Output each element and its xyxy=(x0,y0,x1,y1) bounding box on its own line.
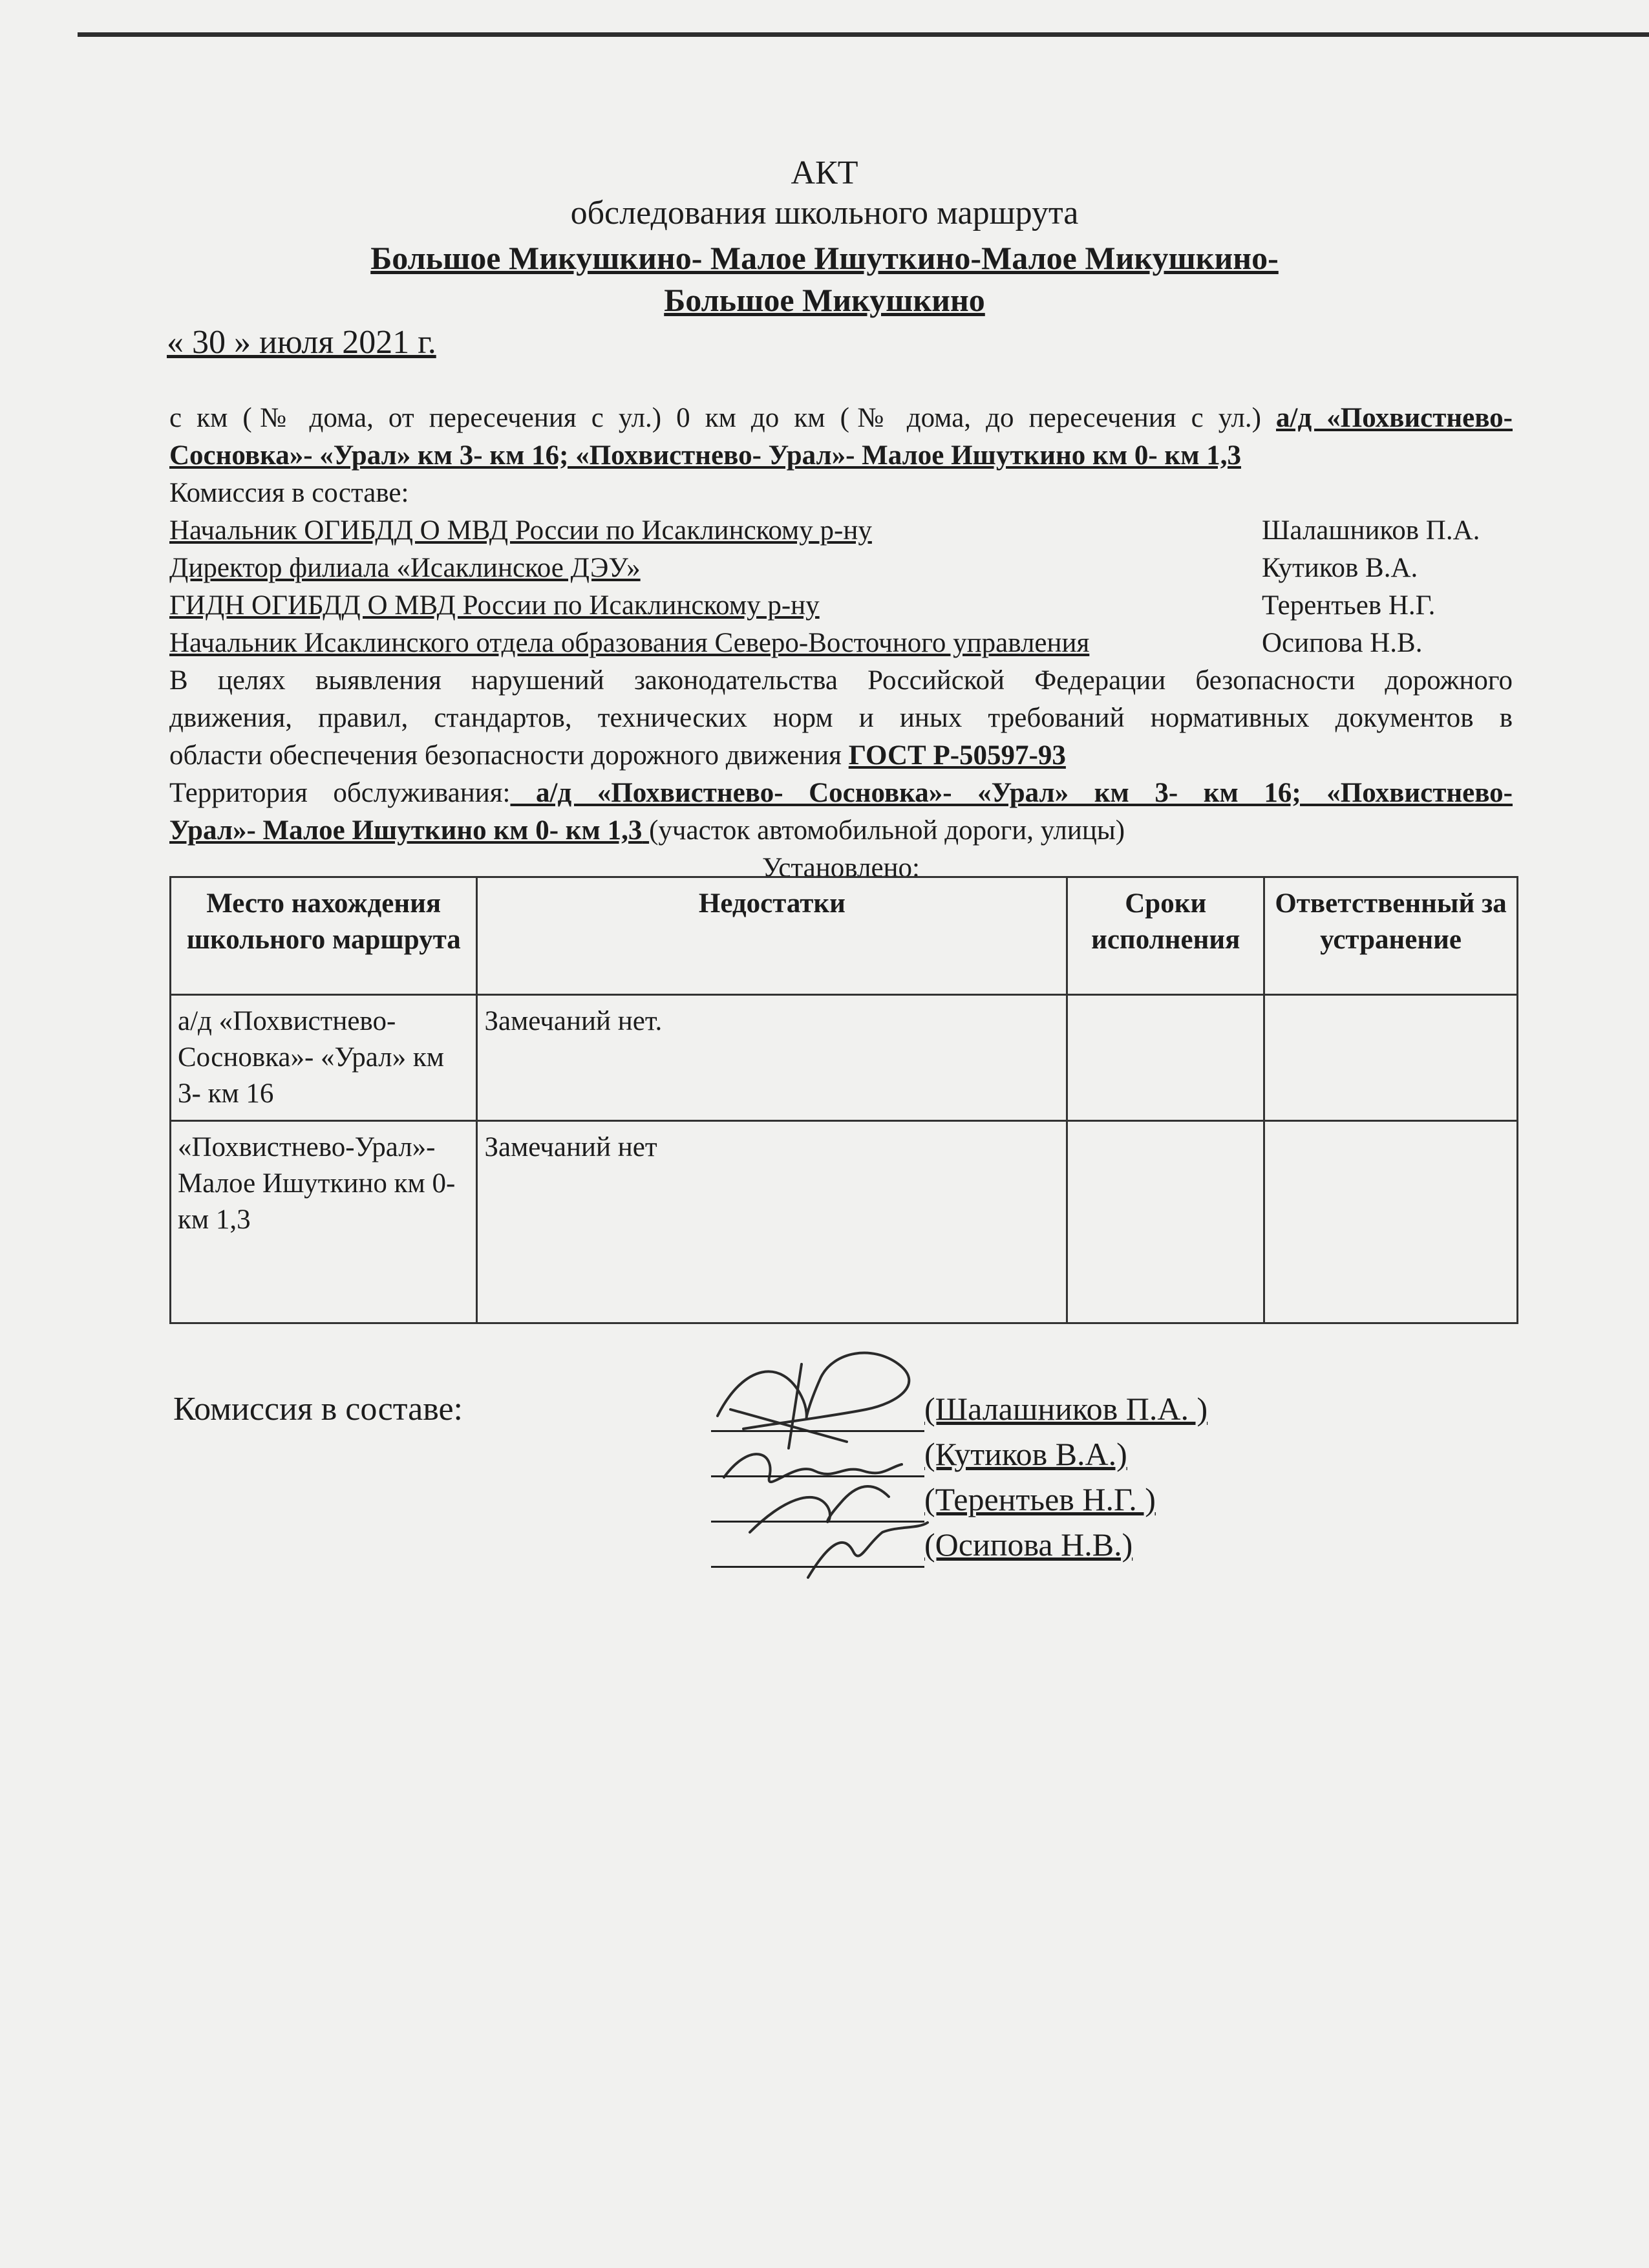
cell-location: «Похвистнево-Урал»- Малое Ишуткино км 0- км 1,3 xyxy=(171,1121,477,1323)
document-title: АКТ xyxy=(791,155,858,191)
signature-line xyxy=(711,1566,924,1568)
commission-member xyxy=(169,550,1513,587)
commission-member xyxy=(169,625,1513,662)
signature-section-label: Комиссия в составе: xyxy=(173,1391,463,1428)
signature-entry xyxy=(711,1390,1293,1435)
signatory-name: (Осипова Н.В.) xyxy=(924,1526,1133,1563)
cell-defects: Замечаний нет xyxy=(477,1121,1067,1323)
signatory-name: (Кутиков В.А.) xyxy=(924,1436,1127,1472)
territory-line1 xyxy=(169,775,1513,812)
territory-note: (участок автомобильной дороги, улицы) xyxy=(649,815,1125,846)
main-body xyxy=(169,400,1513,887)
top-border-line xyxy=(78,32,1649,37)
commission-member xyxy=(169,512,1513,550)
commission-member xyxy=(169,587,1513,625)
cell-deadline xyxy=(1067,995,1264,1121)
purpose-text: области обеспечения безопасности дорожного движения xyxy=(169,740,849,771)
col-header-responsible: Ответственный за устранение xyxy=(1264,877,1518,995)
table-row xyxy=(171,995,1518,1121)
purpose-line1: В целях выявления нарушений законодательства Российской Федерации безопасности дорожного xyxy=(169,665,1513,696)
member-name: Кутиков В.А. xyxy=(1262,553,1418,583)
commission-label: Комиссия в составе: xyxy=(169,478,409,508)
member-position: Директор филиала «Исаклинское ДЭУ» xyxy=(169,553,641,583)
territory-road-b: Урал»- Малое Ишуткино км 0- км 1,3 xyxy=(169,815,643,846)
table-row xyxy=(171,1121,1518,1323)
cell-responsible xyxy=(1264,995,1518,1121)
territory-line2 xyxy=(169,812,1513,850)
purpose-line3 xyxy=(169,737,1513,775)
purpose-line2: движения, правил, стандартов, технических норм и иных требований нормативных документов в xyxy=(169,703,1513,733)
col-header-defects: Недостатки xyxy=(477,877,1067,995)
cell-responsible xyxy=(1264,1121,1518,1323)
signatory-name: (Шалашников П.А. ) xyxy=(924,1391,1208,1427)
col-header-location: Место нахождения школьного маршрута xyxy=(171,877,477,995)
member-name: Терентьев Н.Г. xyxy=(1262,590,1436,621)
gost-reference: ГОСТ Р-50597-93 xyxy=(848,740,1066,771)
km-range-text: с км (№ дома, от пересечения с ул.) 0 км до км (№ дома, до пересечения с ул.) xyxy=(169,403,1277,433)
territory-road-a: а/д «Похвистнево- Сосновка»- «Урал» км 3- км 16; «Похвистнево- xyxy=(510,778,1513,808)
cell-deadline xyxy=(1067,1121,1264,1323)
member-position: Начальник ОГИБДД О МВД России по Исаклинскому р-ну xyxy=(169,515,872,546)
km-range-line2: Сосновка»- «Урал» км 3- км 16; «Похвистнево- Урал»- Малое Ишуткино км 0- км 1,3 xyxy=(169,440,1241,471)
territory-underline-tail xyxy=(642,815,649,846)
signature-line xyxy=(711,1475,924,1477)
member-position: Начальник Исаклинского отдела образования Северо-Восточного управления xyxy=(169,628,1090,658)
territory-label: Территория обслуживания: xyxy=(169,778,511,808)
col-header-deadline: Сроки исполнения xyxy=(1067,877,1264,995)
signature-line xyxy=(711,1521,924,1523)
member-name: Шалашников П.А. xyxy=(1262,515,1480,546)
signature-entry xyxy=(711,1526,1293,1571)
established-heading: Установлено: xyxy=(761,853,920,883)
route-name-line1: Большое Микушкино- Малое Ишуткино-Малое Микушкино- xyxy=(370,240,1279,276)
table-header-row xyxy=(171,877,1518,995)
signature-entry xyxy=(711,1435,1293,1481)
document-subtitle: обследования школьного маршрута xyxy=(570,195,1079,231)
km-range-road-a: а/д «Похвистнево- xyxy=(1276,403,1513,433)
findings-table xyxy=(169,876,1518,1324)
signature-line xyxy=(711,1430,924,1432)
cell-location: а/д «Похвистнево-Сосновка»- «Урал» км 3- км 16 xyxy=(171,995,477,1121)
signatory-name: (Терентьев Н.Г. ) xyxy=(924,1481,1156,1517)
km-range-line1 xyxy=(169,400,1513,437)
document-date: « 30 » июля 2021 г. xyxy=(167,324,436,361)
route-name-line2: Большое Микушкино xyxy=(664,282,985,318)
cell-defects: Замечаний нет. xyxy=(477,995,1067,1121)
member-name: Осипова Н.В. xyxy=(1262,628,1423,658)
signature-entry xyxy=(711,1481,1293,1526)
member-position: ГИДН ОГИБДД О МВД России по Исаклинскому р-ну xyxy=(169,590,820,621)
